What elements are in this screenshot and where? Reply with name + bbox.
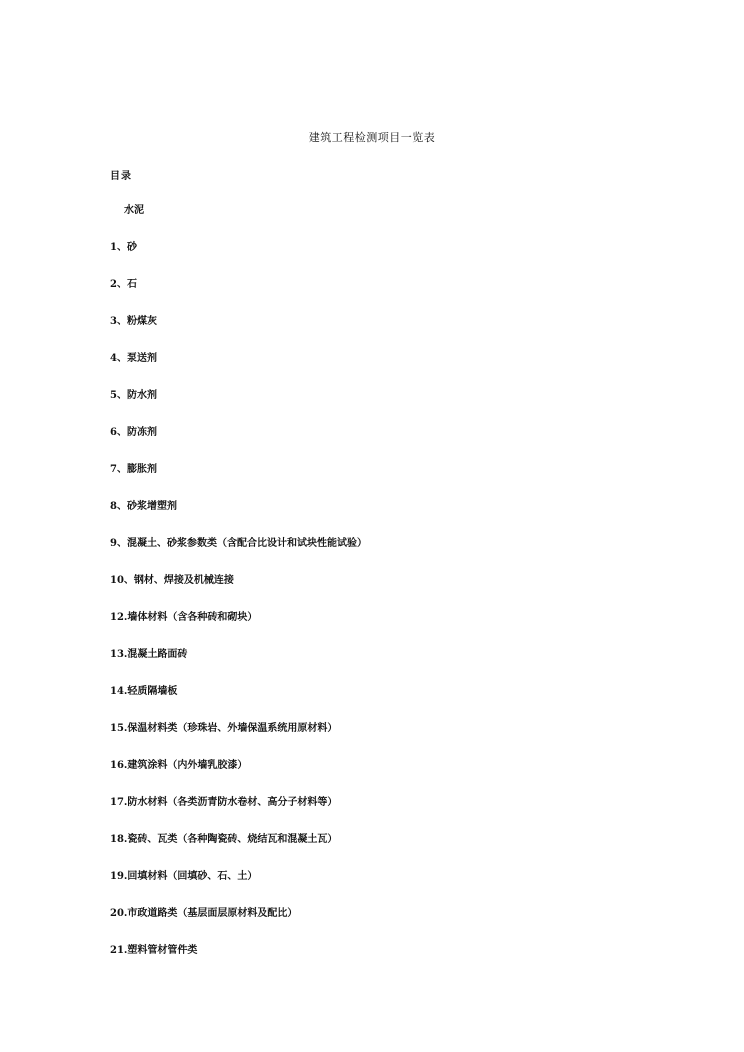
toc-item-insulation-materials: 15.保温材料类（珍珠岩、外墙保温系统用原材料）	[110, 723, 338, 734]
toc-item-antifreeze-agent: 6、防冻剂	[110, 427, 157, 438]
toc-item-cement: 水泥	[124, 205, 144, 216]
toc-item-plastic-pipes: 21.塑料管材管件类	[110, 945, 198, 956]
toc-heading: 目录	[110, 171, 132, 182]
toc-item-sand: 1、砂	[110, 242, 137, 253]
toc-item-wall-materials: 12.墙体材料（含各种砖和砌块）	[110, 612, 258, 623]
toc-item-concrete-mortar-parameters: 9、混凝土、砂浆参数类（含配合比设计和试块性能试验）	[110, 538, 367, 549]
toc-item-stone: 2、石	[110, 279, 137, 290]
toc-item-backfill-materials: 19.回填材料（回填砂、石、土）	[110, 871, 258, 882]
toc-item-waterproof-materials: 17.防水材料（各类沥青防水卷材、高分子材料等）	[110, 797, 338, 808]
toc-list	[110, 204, 367, 981]
toc-item-tiles: 18.瓷砖、瓦类（各种陶瓷砖、烧结瓦和混凝土瓦）	[110, 834, 338, 845]
toc-item-waterproofing-agent: 5、防水剂	[110, 390, 157, 401]
toc-item-pumping-agent: 4、泵送剂	[110, 353, 157, 364]
toc-item-building-coatings: 16.建筑涂料（内外墙乳胶漆）	[110, 760, 248, 771]
page-title: 建筑工程检测项目一览表	[308, 131, 436, 144]
toc-item-fly-ash: 3、粉煤灰	[110, 316, 157, 327]
toc-item-concrete-paving-brick: 13.混凝土路面砖	[110, 649, 188, 660]
toc-item-steel-welding: 10、钢材、焊接及机械连接	[110, 575, 234, 586]
toc-item-partition-board: 14.轻质隔墙板	[110, 686, 178, 697]
toc-item-expansion-agent: 7、膨胀剂	[110, 464, 157, 475]
toc-item-mortar-plasticizer: 8、砂浆增塑剂	[110, 501, 177, 512]
toc-item-municipal-road: 20.市政道路类（基层面层原材料及配比）	[110, 908, 298, 919]
